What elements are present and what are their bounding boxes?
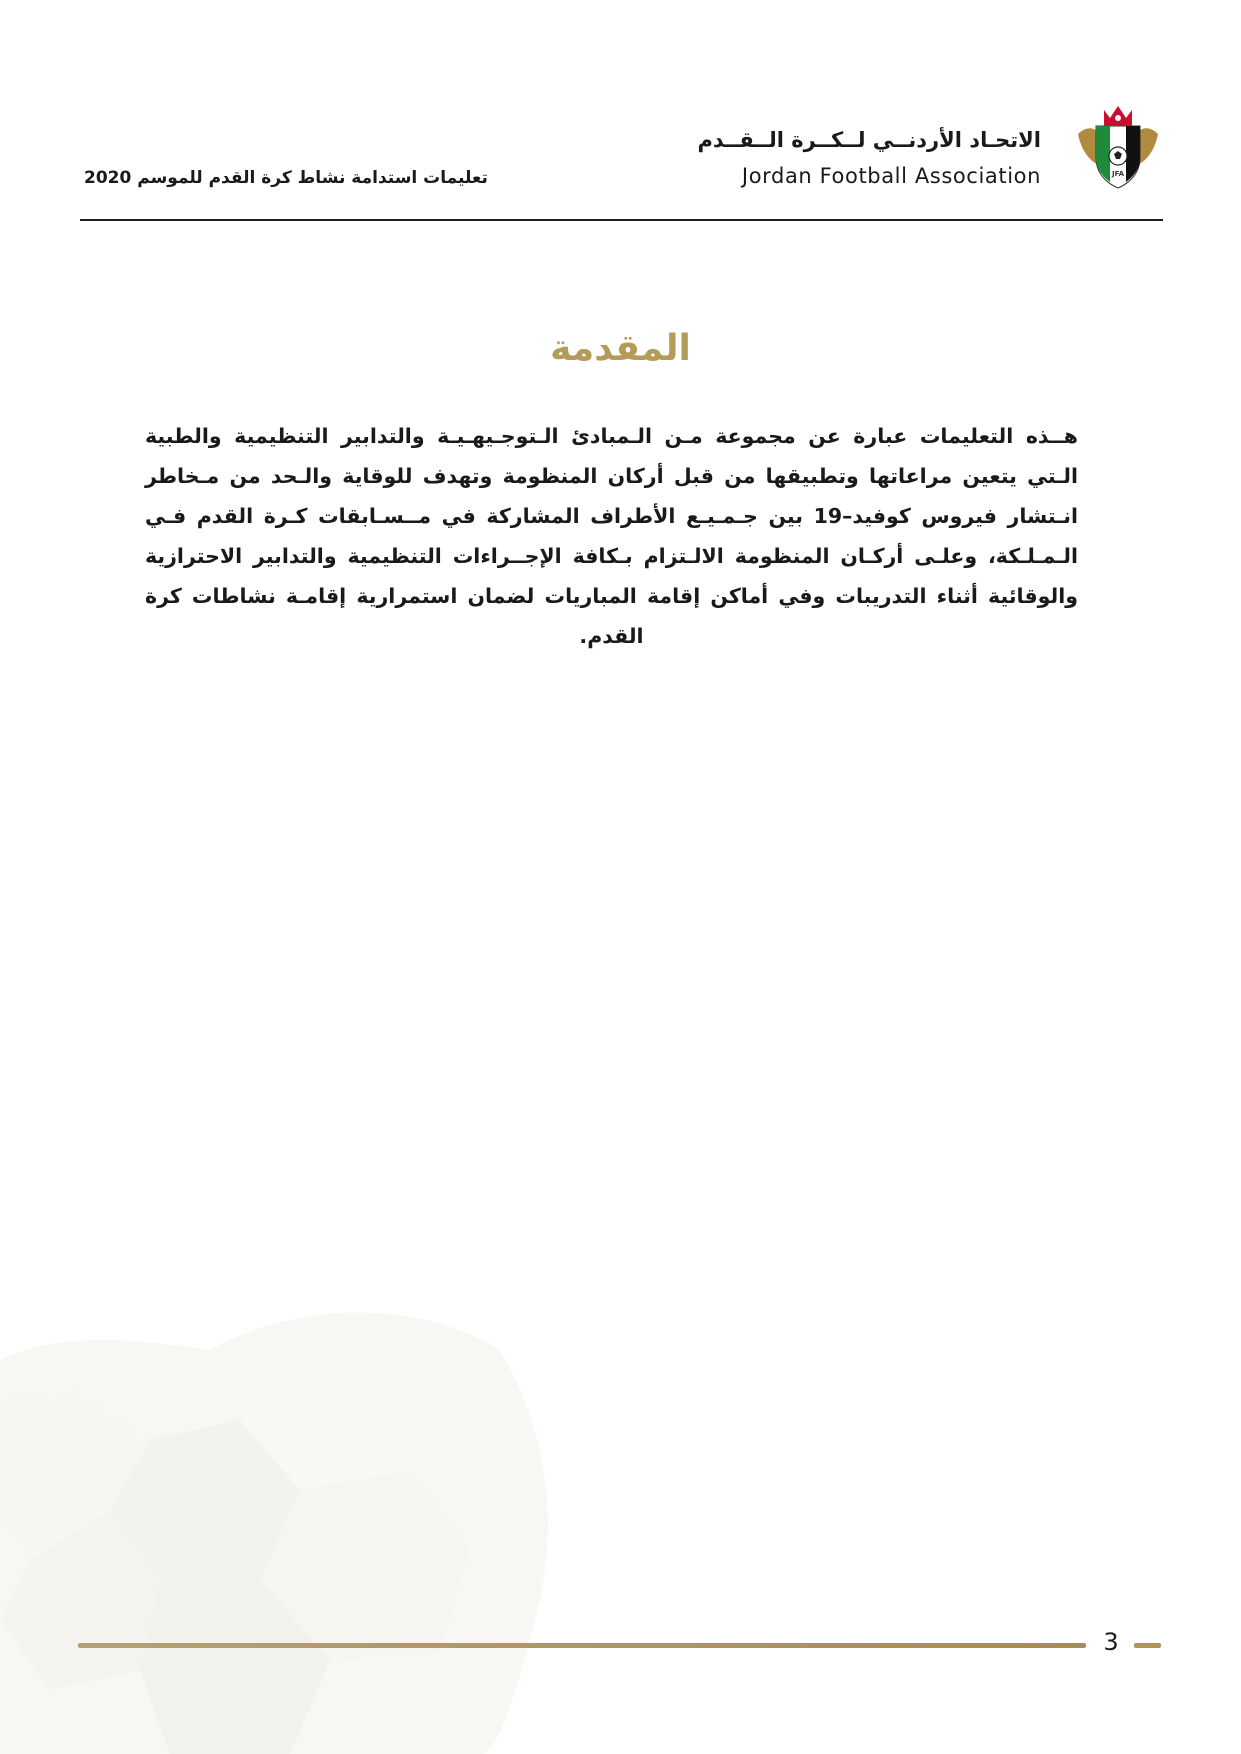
org-name-arabic: الاتحـاد الأردنــي لــكــرة الــقــدم xyxy=(697,128,1041,152)
intro-paragraph: هــذه التعليمات عبارة عن مجموعة مـن الـمبادئ الـتوجـيهـيـة والتدابير التنظيمية والطبية الـتي يتعين مراعاتها وتطبيقها من قبل أركان المنظومة وتهدف للوقاية والـحد من مـخاطر انـتشار فيروس كوفيد–19 بين جـمـيـع الأطراف المشاركة في مــسـابقات كـرة القدم فـي الـمـلـكة، وعلـى أركـان المنظومة الالـتزام بـكافة الإجــراءات التنظيمية والتدابير الاحترازية والوقائية أثناء التدريبات وفي أماكن إقامة المباريات لضمان استمرارية إقامـة نشاطات كرة القدم. xyxy=(145,424,1078,648)
org-name-english: Jordan Football Association xyxy=(741,164,1041,188)
page-number: 3 xyxy=(1103,1628,1119,1656)
footer-accent-tick xyxy=(1134,1643,1161,1648)
header-divider xyxy=(80,219,1163,221)
logo-text: JFA xyxy=(1111,170,1125,178)
footer-divider xyxy=(78,1643,1086,1648)
section-title: المقدمة xyxy=(550,328,691,369)
document-title: تعليمات استدامة نشاط كرة القدم للموسم 2020 xyxy=(84,168,488,188)
jfa-crest-logo xyxy=(1070,96,1166,192)
